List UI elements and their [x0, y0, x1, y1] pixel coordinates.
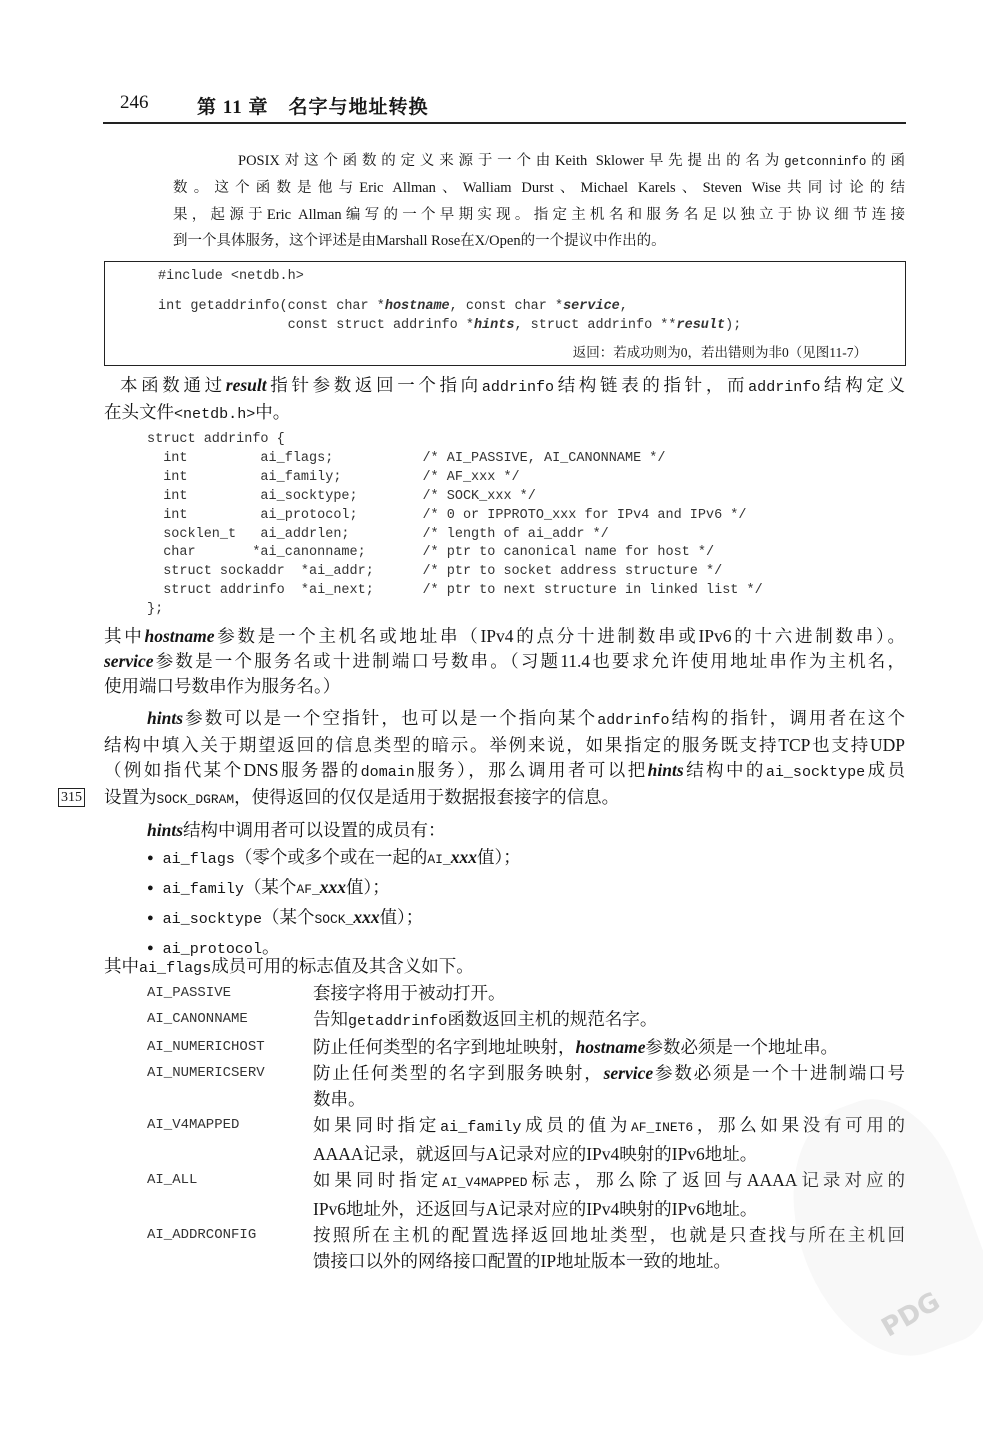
code-line: struct sockaddr *ai_addr; /* ptr to socket address structure */ [147, 564, 723, 580]
flag-row [147, 1006, 905, 1034]
text-run: 参数必须是一个地址串。 [645, 1037, 839, 1057]
header-rule [103, 122, 906, 124]
text-run: 的函 [866, 153, 905, 169]
code-term: getaddrinfo [348, 1012, 448, 1030]
emphasis-term: xxx [319, 877, 346, 897]
code-term: ai_socktype [162, 910, 262, 928]
text-line [104, 953, 474, 978]
text-run: IPv6地址外，还返回与A记录对应的IPv4映射的IPv6地址。 [313, 1199, 758, 1219]
flag-name: AI_V4MAPPED [147, 1117, 240, 1133]
flag-row [147, 1167, 905, 1222]
emphasis-term: hostname [575, 1037, 646, 1057]
text-run: 服务），那么调用者可以把 [414, 760, 648, 780]
return-value-note: 返回：若成功则为0，若出错则为非0（见图11-7） [572, 345, 867, 360]
code-line: int ai_flags; /* AI_PASSIVE, AI_CANONNAME */ [147, 450, 666, 466]
emphasis-term: hostname [384, 299, 450, 314]
signature-line-2 [158, 318, 741, 333]
flag-row [147, 1112, 905, 1167]
text-run: 到一个具体服务，这个评述是由Marshall Rose在X/Open的一个提议中作出的。 [173, 232, 666, 249]
text-run: 结构中的 [683, 760, 766, 780]
flag-row [147, 1222, 905, 1274]
flag-name: AI_ALL [147, 1172, 198, 1188]
text-run: ); [725, 318, 742, 333]
text-run: 如果同时指定 [313, 1115, 441, 1135]
text-run: 参数可以是一个空指针，也可以是一个指向某个 [183, 708, 598, 728]
text-run: 使用端口号数串作为服务名。） [104, 676, 341, 696]
text-line [313, 1060, 905, 1086]
text-run: 防止任何类型的名字到服务映射， [313, 1063, 604, 1083]
text-run: 参数必须是一个十进制端口号 [653, 1063, 906, 1083]
code-term: AF_ [296, 882, 320, 897]
hints-members-list [147, 844, 521, 964]
text-run: 参数是一个服务名或十进制端口号数串。（习题11.4也要求允许使用地址串作为主机名， [153, 651, 905, 671]
flag-description [313, 1034, 905, 1060]
code-term: SOCK_DGRAM [156, 792, 235, 807]
text-run: 馈接口以外的网络接口配置的IP地址版本一致的地址。 [313, 1251, 732, 1271]
text-run: 中。 [255, 402, 291, 422]
emphasis-term: hints [147, 820, 183, 840]
text-run: 成员的值为 [521, 1115, 632, 1135]
flags-intro [104, 953, 474, 978]
text-line [104, 706, 905, 733]
emphasis-term: hints [147, 708, 183, 728]
text-run: 结构中填入关于期望返回的信息类型的暗示。举例来说，如果指定的服务既支持TCP也支持UDP [104, 735, 905, 755]
text-run: 结构定义 [820, 375, 906, 395]
text-run: 结构中调用者可以设置的成员有： [183, 820, 446, 840]
flag-row [147, 980, 905, 1006]
text-line [104, 649, 905, 674]
code-line: socklen_t ai_addrlen; /* length of ai_addr */ [147, 526, 609, 542]
text-line [104, 733, 905, 758]
text-line [147, 817, 446, 842]
emphasis-term: xxx [353, 907, 380, 927]
code-term: AF_INET6 [631, 1120, 694, 1135]
text-line [104, 785, 905, 812]
emphasis-term: hints [473, 318, 515, 333]
text-line [173, 175, 905, 201]
text-run: 参数是一个主机名或地址串（IPv4的点分十进制数串或IPv6的十六进制数串）。 [214, 626, 906, 646]
flag-description [313, 1060, 905, 1112]
paragraph-hints [104, 706, 905, 812]
text-run: 结构链表的指针，而 [554, 375, 749, 395]
text-run: 在头文件 [104, 402, 174, 422]
text-run: 指针参数返回一个指向 [266, 375, 482, 395]
text-run: 值）； [379, 907, 424, 927]
text-run: AAAA记录，就返回与A记录对应的IPv4映射的IPv6地址。 [313, 1144, 758, 1164]
ai-flags-table [147, 980, 905, 1274]
text-line [313, 1086, 905, 1112]
code-term: addrinfo [481, 378, 555, 396]
code-term: getconninfo [784, 155, 867, 169]
code-term: ai_family [440, 1118, 522, 1136]
include-line: #include <netdb.h> [158, 269, 304, 284]
paragraph-result [104, 373, 905, 427]
emphasis-term: result [225, 375, 267, 395]
code-term: ai_socktype [765, 763, 866, 781]
flag-name: AI_NUMERICHOST [147, 1039, 265, 1055]
code-term: ai_family [162, 880, 244, 898]
flag-row [147, 1034, 905, 1060]
text-run: 套接字将用于被动打开。 [313, 983, 506, 1003]
flag-row [147, 1060, 905, 1112]
text-line [173, 148, 905, 175]
text-run: 数串。 [313, 1089, 366, 1109]
signature-line-1 [158, 299, 628, 314]
text-line [104, 758, 905, 785]
text-run: 函数返回主机的规范名字。 [447, 1009, 658, 1029]
text-run: 数。这个函数是他与Eric Allman、Walliam Durst、Michael Karels、Steven Wise共同讨论的结 [173, 180, 905, 197]
text-run: （零个或多个或在一起的 [234, 847, 428, 867]
emphasis-term: service [563, 299, 620, 314]
flag-name: AI_CANONNAME [147, 1011, 248, 1027]
flag-description [313, 1006, 905, 1034]
emphasis-term: xxx [450, 847, 477, 867]
function-prototype-box [104, 261, 906, 366]
text-run: （某个 [243, 877, 297, 897]
code-line: }; [147, 602, 164, 618]
text-line [313, 1034, 905, 1060]
text-run: 果，起源于Eric Allman编写的一个早期实现。指定主机名和服务名足以独立于协议细节连接 [173, 206, 905, 223]
flag-name: AI_NUMERICSERV [147, 1065, 265, 1081]
text-run: int getaddrinfo(const char * [158, 299, 385, 314]
text-run: , [619, 299, 628, 314]
text-run: 按照所在主机的配置选择返回地址类型，也就是只查找与所在主机回 [313, 1225, 905, 1245]
text-run: （某个 [261, 907, 315, 927]
text-run: 值）； [476, 847, 521, 867]
text-run: （例如指代某个DNS服务器的 [104, 760, 361, 780]
code-term: domain [360, 763, 415, 781]
paragraph-hostname-service [104, 624, 905, 699]
text-run: const struct addrinfo * [158, 318, 474, 333]
text-run: 标志，那么除了返回与AAAA记录对应的 [527, 1170, 905, 1190]
text-line [173, 202, 905, 228]
text-run: ，使得返回的仅仅是适用于数据报套接字的信息。 [234, 787, 620, 807]
page-number: 246 [120, 92, 149, 113]
code-term: AI_ [427, 852, 451, 867]
text-line [173, 228, 905, 254]
text-line [313, 980, 905, 1006]
text-run: 设置为 [104, 787, 157, 807]
text-run: 值）； [345, 877, 390, 897]
history-note [173, 148, 905, 254]
text-run: , const char * [449, 299, 564, 314]
text-run: 告知 [313, 1009, 348, 1029]
list-item [147, 904, 521, 934]
text-line [313, 1006, 905, 1034]
hints-members-intro [147, 817, 446, 842]
text-line [104, 624, 905, 649]
code-term: ai_protocol [162, 940, 262, 958]
text-run: 成员可用的标志值及其含义如下。 [211, 956, 474, 976]
emphasis-term: hostname [144, 626, 215, 646]
text-line [104, 400, 905, 427]
code-line: char *ai_canonname; /* ptr to canonical name for host */ [147, 545, 715, 561]
text-run: 其中 [104, 626, 145, 646]
emphasis-term: hints [647, 760, 684, 780]
text-run: 本函数通过 [120, 375, 226, 395]
flag-name: AI_PASSIVE [147, 985, 232, 1001]
code-line: int ai_family; /* AF_xxx */ [147, 469, 520, 485]
emphasis-term: service [603, 1063, 654, 1083]
emphasis-term: result [676, 318, 726, 333]
text-run: ，那么如果没有可用的 [693, 1115, 906, 1135]
addrinfo-struct-code [147, 431, 763, 620]
code-line: struct addrinfo { [147, 432, 285, 447]
code-term: addrinfo [748, 378, 821, 396]
code-term: ai_flags [139, 959, 212, 977]
margin-page-reference: 315 [58, 788, 85, 807]
text-run: POSIX对这个函数的定义来源于一个由Keith Sklower早先提出的名为 [238, 153, 785, 169]
flag-description [313, 980, 905, 1006]
text-line [104, 674, 905, 699]
text-run: 。 [261, 937, 280, 957]
code-term: ai_flags [162, 850, 235, 868]
text-run: 如果同时指定 [313, 1170, 443, 1190]
text-run: 其中 [104, 956, 139, 976]
code-term: addrinfo [597, 711, 670, 729]
code-line: int ai_socktype; /* SOCK_xxx */ [147, 488, 536, 504]
code-term: SOCK_ [314, 912, 354, 927]
code-line: int ai_protocol; /* 0 or IPPROTO_xxx for IPv4 and IPv6 */ [147, 507, 747, 523]
code-term: AI_V4MAPPED [442, 1175, 528, 1190]
code-term: <netdb.h> [174, 405, 256, 423]
flag-name: AI_ADDRCONFIG [147, 1227, 257, 1243]
watermark: PDG [876, 1286, 946, 1344]
emphasis-term: service [104, 651, 154, 671]
list-item [147, 844, 521, 874]
chapter-title: 第 11 章 名字与地址转换 [197, 97, 429, 118]
code-line: struct addrinfo *ai_next; /* ptr to next structure in linked list */ [147, 583, 763, 599]
text-run: 成员 [865, 760, 906, 780]
text-line [104, 373, 905, 400]
text-run: 防止任何类型的名字到地址映射， [313, 1037, 576, 1057]
list-item [147, 874, 521, 904]
text-run: 结构的指针，调用者在这个 [669, 708, 905, 728]
text-run: , struct addrinfo ** [514, 318, 677, 333]
